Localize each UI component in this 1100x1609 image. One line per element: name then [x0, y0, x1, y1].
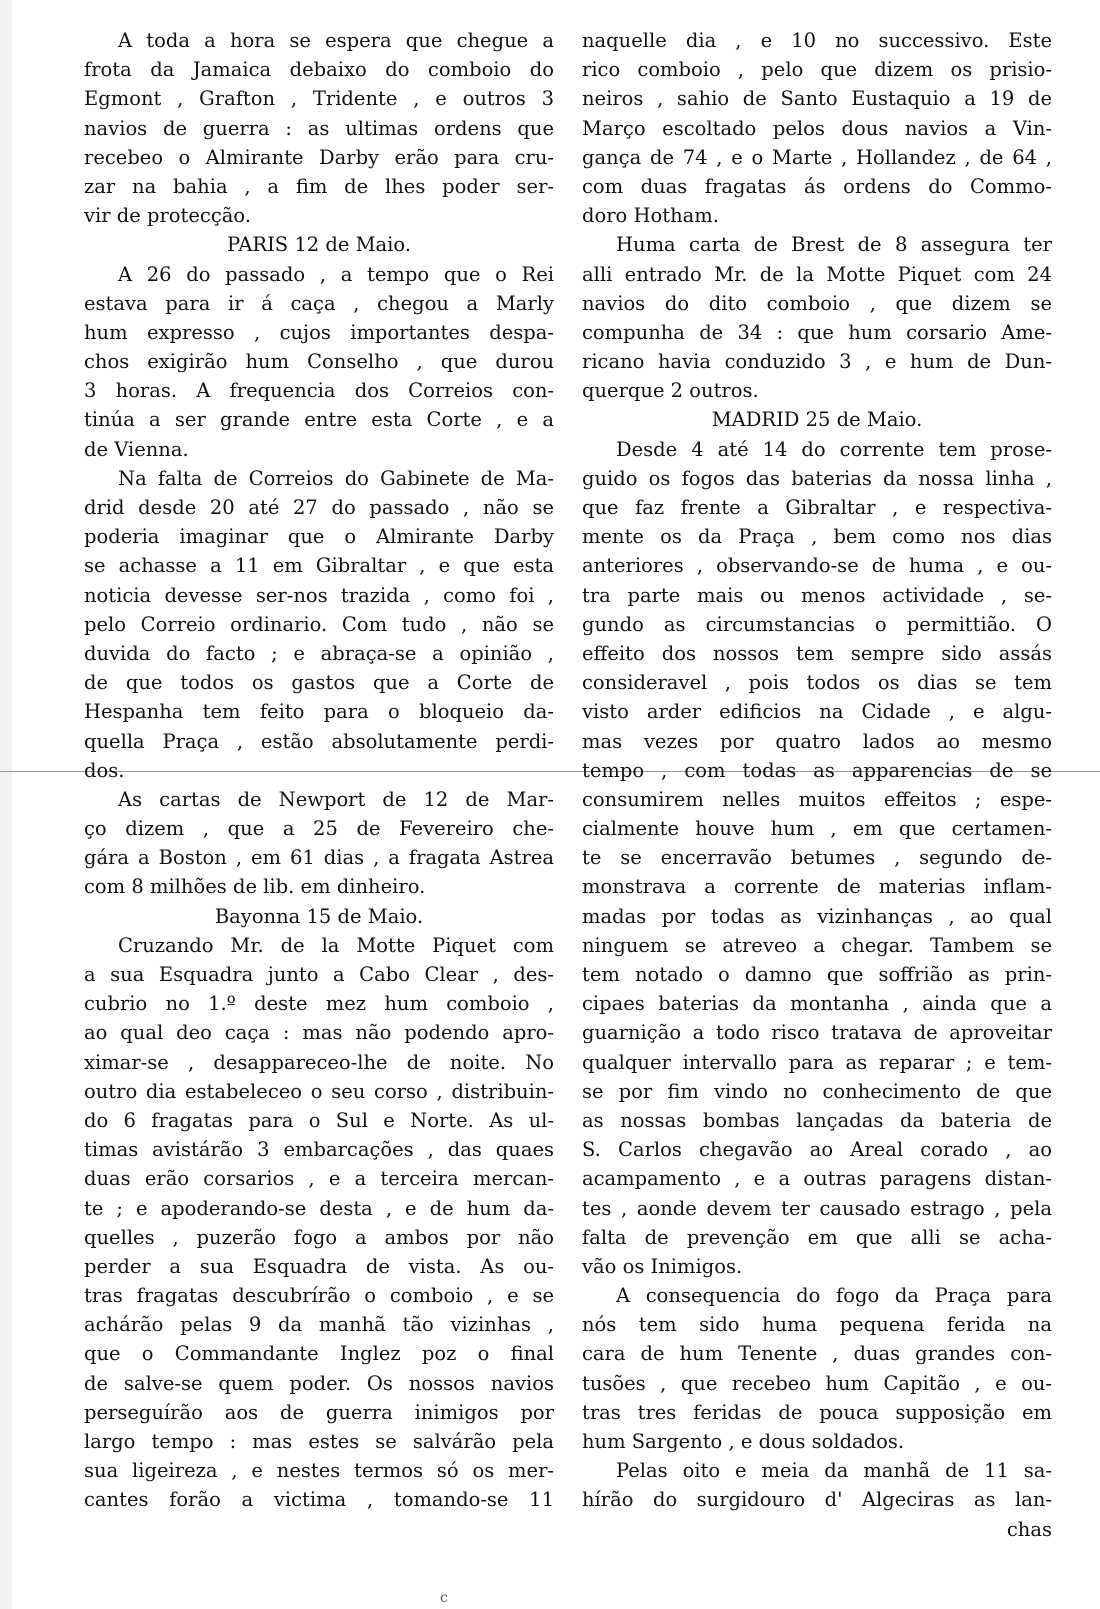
text-line: quella Praça , estão absolutamente perdi-	[84, 729, 554, 753]
text-line: dos.	[84, 758, 125, 782]
left-text-column	[84, 26, 554, 1515]
text-line: cara de hum Tenente , duas grandes con-	[582, 1342, 1052, 1366]
text-line: naquelle dia , e 10 no successivo. Este	[582, 29, 1052, 52]
text-line: consumirem nelles muitos effeitos ; espe-	[582, 787, 1052, 811]
text-line: Egmont , Grafton , Tridente , e outros 3	[84, 87, 554, 111]
text-line: duvida do facto ; e abraça-se a opinião ,	[84, 641, 554, 665]
text-line: quelles , puzerão fogo a ambos por não	[84, 1225, 554, 1249]
text-line: Hespanha tem feito para o bloqueio da-	[84, 700, 554, 724]
dateline-heading: MADRID 25 de Maio.	[711, 408, 923, 432]
text-line: zar na bahia , a fim de lhes poder ser-	[84, 174, 554, 198]
text-line: effeito dos nossos tem sempre sido assás	[582, 641, 1052, 665]
text-line: chas	[1006, 1517, 1052, 1541]
text-line: cantes forão a victima , tomando-se 11	[84, 1488, 554, 1512]
text-line: te ; e apoderando-se desta , e de hum da-	[84, 1196, 554, 1220]
dateline-heading: PARIS 12 de Maio.	[226, 233, 411, 257]
text-line: se achasse a 11 em Gibraltar , e que esta	[84, 554, 554, 578]
text-line: hírão do surgidouro d' Algeciras as lan-	[582, 1488, 1052, 1512]
text-line: cipaes baterias da montanha , ainda que a	[582, 992, 1052, 1016]
text-line: de que todos os gastos que a Corte de	[84, 671, 554, 695]
text-line: tusões , que recebeo hum Capitão , e ou-	[582, 1371, 1052, 1395]
dateline-heading: Bayonna 15 de Maio.	[214, 904, 424, 928]
text-line: navios de guerra : as ultimas ordens que	[84, 116, 554, 140]
text-line: tem notado o damno que soffrião as prin-	[582, 963, 1052, 986]
text-line: Na falta de Correios do Gabinete de Ma-	[118, 466, 554, 490]
text-line: navios do dito comboio , que dizem se	[582, 291, 1052, 315]
text-line: te se encerravão betumes , segundo de-	[582, 846, 1052, 870]
text-line: cialmente houve hum , em que certamen-	[582, 817, 1052, 841]
text-line: gára a Boston , em 61 dias , a fragata Astrea	[84, 846, 554, 870]
text-line: com duas fragatas ás ordens do Commo-	[582, 174, 1052, 198]
text-line: mas vezes por quatro lados ao mesmo	[582, 729, 1052, 753]
text-line: 3 horas. A frequencia dos Correios con-	[84, 379, 554, 403]
text-line: tes , aonde devem ter causado estrago , pela	[582, 1196, 1052, 1220]
text-line: estava para ir á caça , chegou a Marly	[84, 291, 554, 315]
text-line: querque 2 outros.	[582, 379, 759, 403]
text-line: As cartas de Newport de 12 de Mar-	[118, 787, 554, 811]
page-edge-shadow	[0, 0, 12, 1609]
text-line: consideravel , pois todos os dias se tem	[582, 671, 1052, 695]
text-line: pelo Correio ordinario. Com tudo , não se	[84, 612, 554, 636]
text-line: Desde 4 até 14 do corrente tem prose-	[616, 437, 1052, 461]
text-line: vão os Inimigos.	[582, 1254, 743, 1278]
text-line: alli entrado Mr. de la Motte Piquet com 24	[582, 262, 1052, 286]
text-line: poderia imaginar que o Almirante Darby	[84, 525, 554, 549]
text-line: doro Hotham.	[582, 204, 719, 228]
text-line: monstrava a corrente de materias inflam-	[582, 875, 1052, 899]
text-line: madas por todas as vizinhanças , ao qual	[582, 904, 1052, 928]
text-line: perder a sua Esquadra de vista. As ou-	[84, 1254, 554, 1278]
text-line: ricano havia conduzido 3 , e hum de Dun-	[582, 350, 1052, 374]
text-line: compunha de 34 : que hum corsario Ame-	[582, 320, 1052, 344]
text-line: recebeo o Almirante Darby erão para cru-	[84, 145, 554, 169]
text-line: largo tempo : mas estes se salvárão pela	[84, 1430, 554, 1453]
text-line: rico comboio , pelo que dizem os prisio-	[582, 58, 1052, 82]
text-line: Huma carta de Brest de 8 assegura ter	[616, 233, 1052, 257]
text-line: gança de 74 , e o Marte , Hollandez , de 64 ,	[582, 145, 1052, 169]
text-line: ao qual deo caça : mas não podendo apro-	[84, 1021, 554, 1045]
text-line: qualquer intervallo para as reparar ; e tem-	[582, 1050, 1052, 1074]
text-line: acampamento , e a outras paragens distan-	[582, 1167, 1052, 1191]
text-line: se por fim vindo no conhecimento de que	[582, 1079, 1052, 1103]
text-line: perseguírão aos de guerra inimigos por	[84, 1400, 554, 1424]
text-line: as nossas bombas lançadas da bateria de	[582, 1108, 1052, 1132]
text-line: tras fragatas descubrírão o comboio , e se	[84, 1284, 554, 1308]
text-line: tempo , com todas as apparencias de se	[582, 758, 1052, 782]
text-line: do 6 fragatas para o Sul e Norte. As ul-	[84, 1108, 554, 1132]
right-text-column	[582, 26, 1052, 1544]
text-line: falta de prevenção em que alli se acha-	[582, 1225, 1052, 1249]
text-line: A consequencia do fogo da Praça para	[616, 1284, 1052, 1308]
text-line: drid desde 20 até 27 do passado , não se	[84, 496, 554, 519]
text-line: que faz frente a Gibraltar , e respectiva-	[582, 496, 1052, 519]
text-line: chos exigirão hum Conselho , que durou	[84, 350, 554, 374]
text-line: A toda a hora se espera que chegue a	[118, 29, 554, 52]
text-line: hum expresso , cujos importantes despa-	[84, 320, 554, 344]
text-line: gundo as circumstancias o permittião. O	[582, 612, 1052, 636]
text-line: Cruzando Mr. de la Motte Piquet com	[118, 933, 554, 957]
text-line: A 26 do passado , a tempo que o Rei	[118, 262, 554, 286]
text-line: Pelas oito e meia da manhã de 11 sa-	[616, 1459, 1052, 1483]
text-line: de Vienna.	[84, 437, 189, 461]
text-line: vir de protecção.	[84, 204, 251, 228]
text-line: achárão pelas 9 da manhã tão vizinhas ,	[84, 1313, 554, 1337]
text-line: noticia devesse ser-nos trazida , como foi ,	[84, 583, 554, 607]
text-line: outro dia estabeleceo o seu corso , distribuin-	[84, 1079, 554, 1103]
text-line: que o Commandante Inglez poz o final	[84, 1342, 554, 1366]
text-line: anteriores , observando-se de huma , e ou-	[582, 554, 1052, 578]
text-line: tra parte mais ou menos actividade , se-	[582, 583, 1052, 607]
text-line: frota da Jamaica debaixo do comboio do	[84, 58, 554, 82]
text-line: guido os fogos das baterias da nossa linha ,	[582, 466, 1052, 490]
text-line: Março escoltado pelos dous navios a Vin-	[582, 116, 1052, 140]
text-line: S. Carlos chegavão ao Areal corado , ao	[582, 1138, 1052, 1162]
text-line: com 8 milhões de lib. em dinheiro.	[84, 875, 426, 899]
text-line: nós tem sido huma pequena ferida na	[582, 1313, 1052, 1337]
text-line: neiros , sahio de Santo Eustaquio a 19 de	[582, 87, 1052, 111]
text-line: de salve-se quem poder. Os nossos navios	[84, 1371, 554, 1395]
text-line: tras tres feridas de pouca supposição em	[582, 1400, 1052, 1424]
text-line: hum Sargento , e dous soldados.	[582, 1430, 905, 1453]
text-line: guarnição a todo risco tratava de aproveitar	[582, 1021, 1052, 1045]
text-line: ximar-se , desappareceo-lhe de noite. No	[84, 1050, 554, 1074]
page-mark: c	[440, 1590, 448, 1606]
text-line: ninguem se atreveo a chegar. Tambem se	[582, 933, 1052, 957]
text-line: tinúa a ser grande entre esta Corte , e a	[84, 408, 554, 432]
text-line: ço dizem , que a 25 de Fevereiro che-	[84, 817, 554, 841]
text-line: a sua Esquadra junto a Cabo Clear , des-	[84, 963, 554, 986]
text-line: mente os da Praça , bem como nos dias	[582, 525, 1052, 549]
text-line: timas avistárão 3 embarcações , das quaes	[84, 1138, 554, 1162]
text-line: visto arder edificios na Cidade , e algu-	[582, 700, 1052, 724]
text-line: duas erão corsarios , e a terceira mercan-	[84, 1167, 554, 1191]
text-line: cubrio no 1.º deste mez hum comboio ,	[84, 992, 554, 1016]
text-line: sua ligeireza , e nestes termos só os mer-	[84, 1459, 554, 1483]
